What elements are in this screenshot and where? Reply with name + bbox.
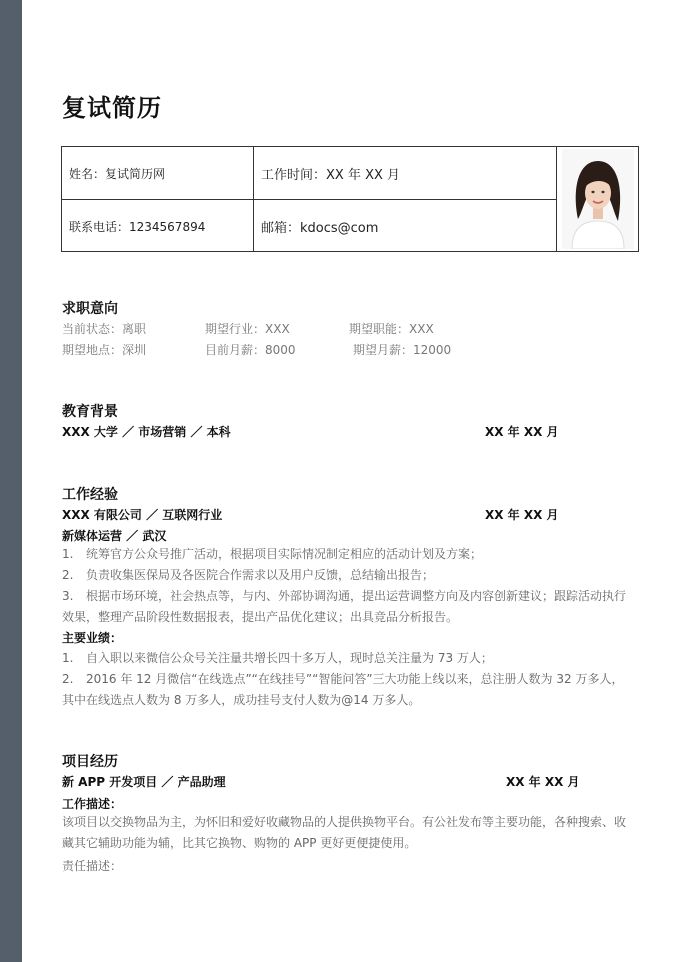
work-duties-list: [62, 544, 627, 628]
intent-expected-salary: 期望月薪：12000: [353, 343, 452, 357]
achievements-heading: 主要业绩：: [62, 631, 123, 645]
sidebar-bar: [0, 0, 22, 962]
project-heading: 项目经历: [62, 754, 118, 770]
work-time-field: 工作时间：XX 年 XX 月: [254, 147, 557, 200]
project-desc: 该项目以交换物品为主，为怀旧和爱好收藏物品的人提供换物平台。有公社发布等主要功能，各种搜索、收藏其它辅助功能为辅，比其它换物、购物的 APP 更好更便捷使用。: [62, 815, 627, 850]
list-item: 1. 统筹官方公众号推广活动，根据项目实际情况制定相应的活动计划及方案；: [62, 547, 483, 561]
intent-industry: 期望行业：XXX: [205, 322, 290, 336]
work-company: XXX 有限公司 ／ 互联网行业: [62, 508, 223, 522]
phone-field: 联系电话：1234567894: [62, 200, 254, 252]
project-date: XX 年 XX 月: [506, 775, 580, 789]
education-heading: 教育背景: [62, 404, 118, 420]
page-title: 复试简历: [62, 94, 162, 122]
list-item: 3. 根据市场环境，社会热点等，与内、外部协调沟通，提出运营调整方向及内容创新建议；跟踪活动执行效果，整理产品阶段性数据报表，提出产品优化建议；出具竞品分析报告。: [62, 589, 627, 624]
intent-location: 期望地点：深圳: [62, 343, 147, 357]
info-table: [61, 146, 639, 252]
profile-photo: [557, 147, 638, 251]
intent-current-salary: 目前月薪：8000: [205, 343, 296, 357]
education-date: XX 年 XX 月: [485, 425, 559, 439]
project-name: 新 APP 开发项目 ／ 产品助理: [62, 775, 226, 789]
intent-job: 期望职能：XXX: [349, 322, 434, 336]
intent-status: 当前状态：离职: [62, 322, 147, 336]
list-item: 2. 负责收集医保局及各医院合作需求以及用户反馈，总结输出报告；: [62, 568, 435, 582]
project-desc-heading: 工作描述：: [62, 797, 123, 811]
project-resp-heading: 责任描述：: [62, 859, 123, 873]
achievements-list: [62, 648, 627, 711]
work-heading: 工作经验: [62, 487, 118, 503]
name-field: 姓名：复试简历网: [62, 147, 254, 200]
avatar-icon: [562, 149, 634, 249]
intent-heading: 求职意向: [62, 301, 118, 317]
work-date: XX 年 XX 月: [485, 508, 559, 522]
list-item: 2. 2016 年 12 月微信“在线选点”“在线挂号”“智能问答”三大功能上线以来，总注册人数为 32 万多人，其中在线选点人数为 8 万多人，成功挂号支付人数为@14 万多人。: [62, 672, 624, 707]
education-school: XXX 大学 ／ 市场营销 ／ 本科: [62, 425, 231, 439]
list-item: 1. 自入职以来微信公众号关注量共增长四十多万人，现时总关注量为 73 万人；: [62, 651, 493, 665]
email-field: 邮箱：kdocs@com: [254, 200, 557, 252]
work-role: 新媒体运营 ／ 武汉: [62, 529, 167, 543]
